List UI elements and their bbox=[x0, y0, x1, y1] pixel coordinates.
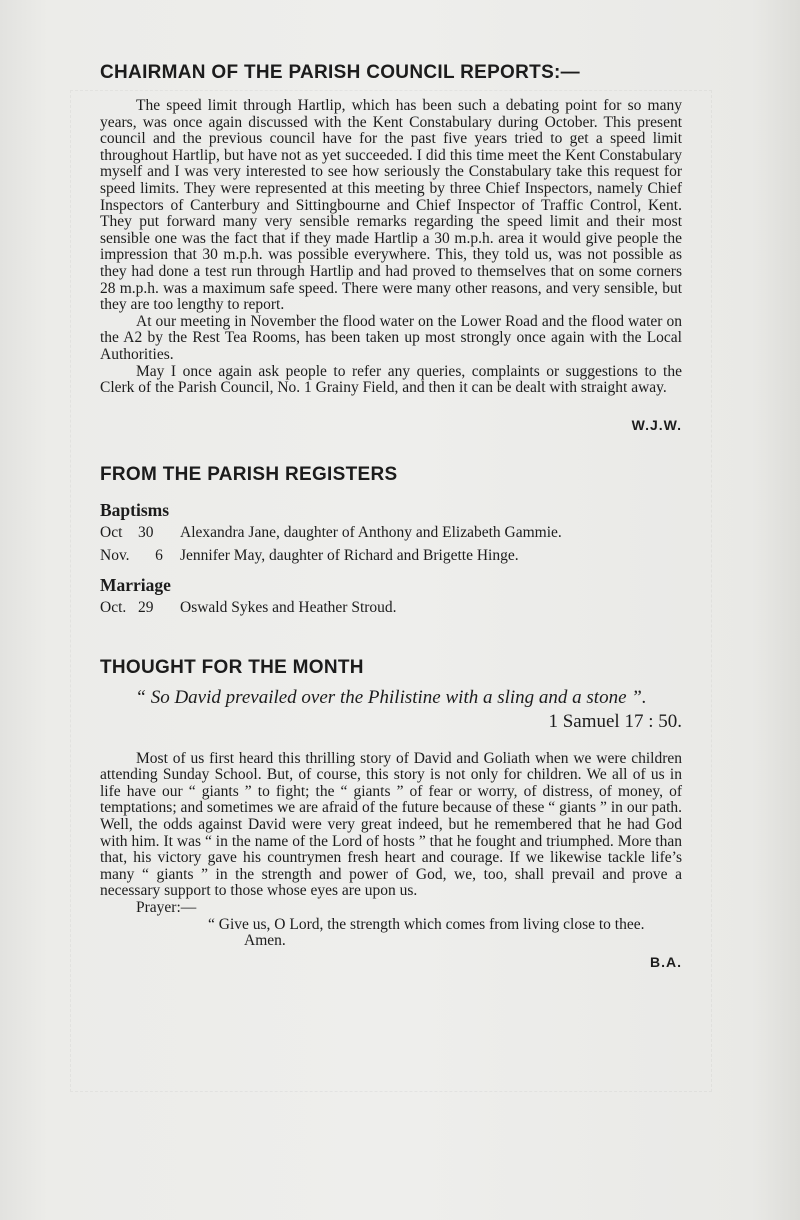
marriage-heading: Marriage bbox=[100, 574, 171, 595]
newsletter-content bbox=[100, 62, 682, 970]
chairman-paragraph-2: At our meeting in November the flood water on the Lower Road and the flood water on the A2 by the Rest Tea Rooms, has been taken up most strongly once again with the Local Authorities. bbox=[100, 312, 682, 363]
baptism-day: 30 bbox=[138, 523, 154, 541]
baptisms-heading: Baptisms bbox=[100, 499, 170, 520]
chairman-paragraph-1: The speed limit through Hartlip, which has been such a debating point for so many years, was once again discussed with the Kent Constabulary during October. This present council and the previous council have for the past five years tried to get a speed limit throughout Hartlip, but have not as yet succeeded. I did this time meet the Kent Constabulary myself and I was very interested to see how seriously the Constabulary take this request for speed limits. They were represented at this meeting by three Chief Inspectors, namely Chief Inspectors of Canterbury and Sittingbourne and Chief Inspector of Traffic Control, Kent. They put forward many very sensible remarks regarding the speed limit and their most sensible one was the fact that if they made Hartlip a 30 m.p.h. area it would give people the impression that 30 m.p.h. was possible everywhere. This, they told us, was not possible as they had done a test run through Hartlip and had proved to themselves that on some corners 28 m.p.h. was a maximum safe speed. There were many other reasons, and very sensible, but they are too lengthy to report. bbox=[100, 97, 682, 314]
registers-heading: FROM THE PARISH REGISTERS bbox=[100, 463, 398, 485]
baptism-entry bbox=[100, 544, 682, 567]
thought-heading: THOUGHT FOR THE MONTH bbox=[100, 656, 364, 678]
prayer-text: “ Give us, O Lord, the strength which comes from living close to thee. Amen. bbox=[208, 915, 645, 950]
baptism-text: Jennifer May, daughter of Richard and Brigette Hinge. bbox=[180, 546, 519, 564]
prayer-label: Prayer:— bbox=[136, 899, 197, 917]
thought-paragraph: Most of us first heard this thrilling story of David and Goliath when we were children attending Sunday School. But, of course, this story is not only for children. We all of us in life have our “ giants ” to fight; the “ giants ” of fear or worry, of distress, of money, of temptations; and sometimes we are afraid of the future because of these “ giants ” in our path. Well, the odds against David were very great indeed, but he remembered that he had God with him. It was “ in the name of the Lord of hosts ” that he fought and triumphed. More than that, his victory gave his countrymen fresh heart and courage. If we likewise tackle life’s many “ giants ” in the strength and power of God, we, too, shall prevail and prove a necessary support to those whose eyes are upon us. bbox=[100, 749, 682, 900]
chairman-report-heading: CHAIRMAN OF THE PARISH COUNCIL REPORTS:— bbox=[100, 62, 580, 83]
parish-registers-section bbox=[100, 464, 682, 619]
bible-reference: 1 Samuel 17 : 50. bbox=[548, 710, 682, 732]
baptism-month: Nov. bbox=[100, 546, 130, 564]
baptism-day: 6 bbox=[155, 546, 163, 564]
chairman-signature: W.J.W. bbox=[631, 416, 682, 433]
baptism-month: Oct bbox=[100, 523, 123, 541]
baptism-entry bbox=[100, 521, 682, 544]
marriage-month: Oct. bbox=[100, 598, 127, 616]
marriage-day: 29 bbox=[138, 598, 154, 616]
chairman-report-section bbox=[100, 62, 682, 433]
baptism-text: Alexandra Jane, daughter of Anthony and Elizabeth Gammie. bbox=[180, 523, 562, 541]
chairman-paragraph-3: May I once again ask people to refer any queries, complaints or suggestions to the Clerk of the Parish Council, No. 1 Grainy Field, and then it can be dealt with straight away. bbox=[100, 362, 682, 397]
marriage-text: Oswald Sykes and Heather Stroud. bbox=[180, 598, 397, 616]
bible-quote: “ So David prevailed over the Philistine with a sling and a stone ”. bbox=[135, 686, 647, 708]
thought-signature: B.A. bbox=[650, 953, 682, 970]
thought-section bbox=[100, 657, 682, 970]
marriage-entry bbox=[100, 596, 682, 619]
